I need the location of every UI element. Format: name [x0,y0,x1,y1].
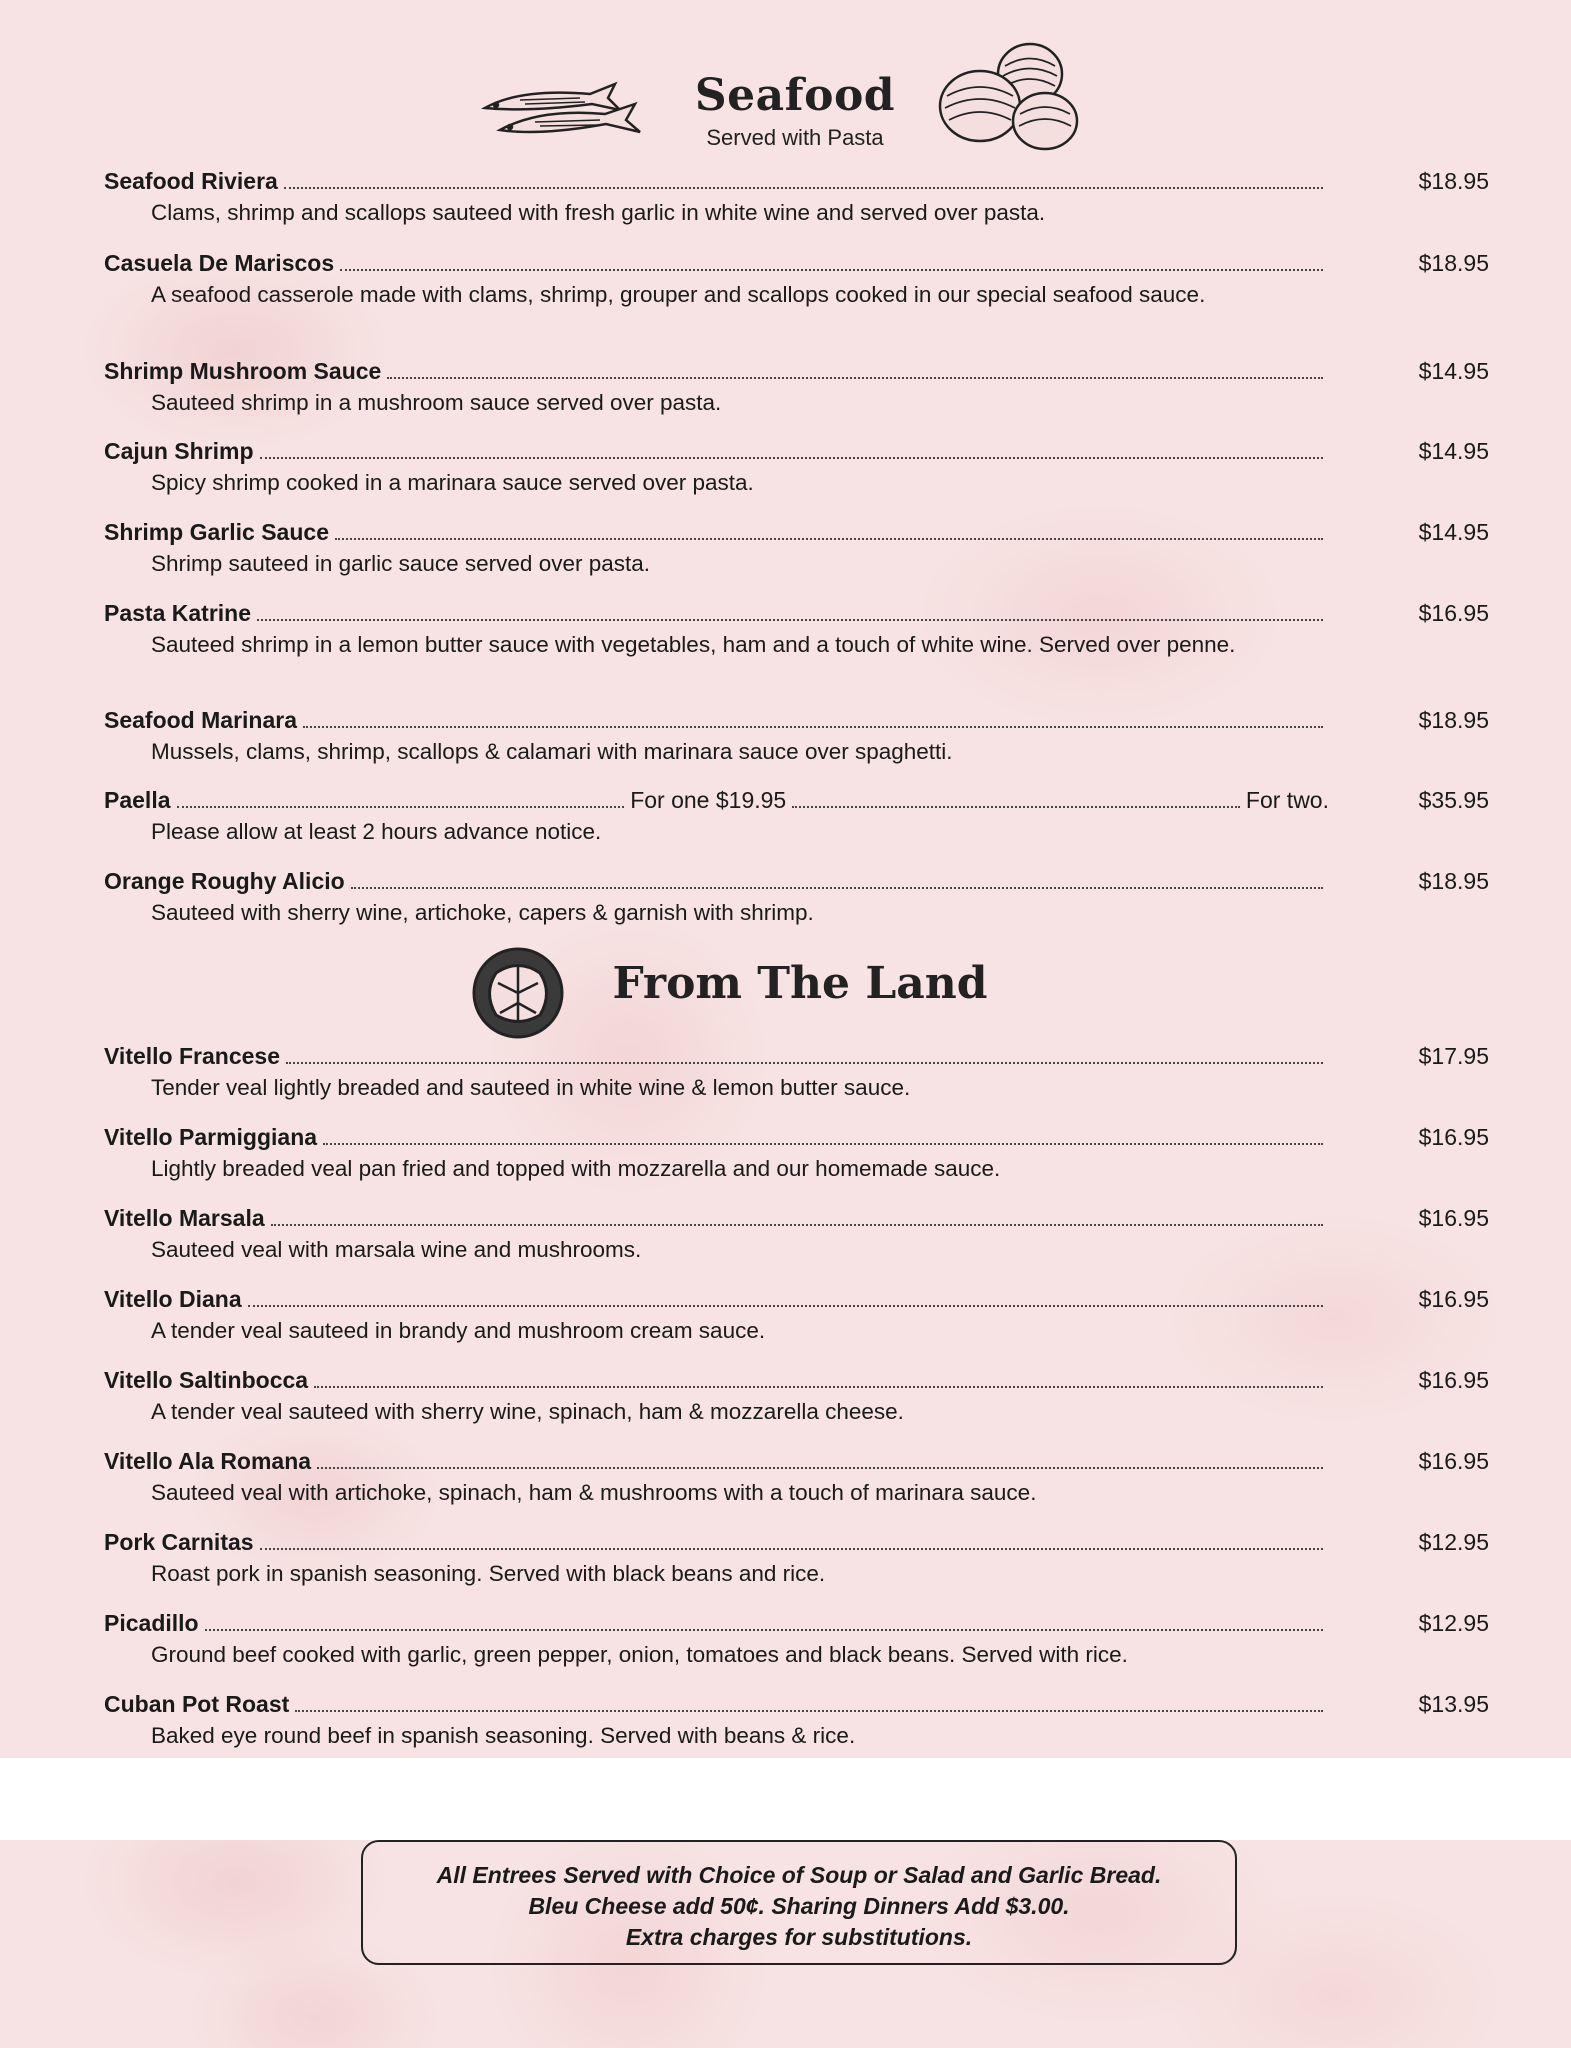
menu-item-name: Paella [104,787,171,813]
menu-item-line [104,250,1489,277]
menu-item-name: Seafood Riviera [104,168,278,194]
menu-item-price: $12.95 [1418,1610,1489,1636]
menu-item-line [104,519,1489,546]
menu-item-name: Vitello Diana [104,1286,242,1312]
dot-leader [792,806,1240,808]
menu-item-name: Cajun Shrimp [104,438,254,464]
menu-item-description: Shrimp sauteed in garlic sauce served over pasta. [151,551,651,576]
menu-item-description: Sauteed veal with artichoke, spinach, ham & mushrooms with a touch of marinara sauce. [151,1480,1037,1505]
menu-item-price: $18.95 [1418,868,1489,894]
dot-leader [295,1710,1323,1712]
menu-item-name: Pork Carnitas [104,1529,254,1555]
menu-item [104,600,1489,660]
menu-item-name: Shrimp Garlic Sauce [104,519,329,545]
note-line-2: Bleu Cheese add 50¢. Sharing Dinners Add $3.00. [528,1893,1070,1919]
entree-note-box [361,1840,1237,1965]
dot-leader [340,269,1323,271]
dot-leader [205,1629,1323,1631]
menu-item-name: Vitello Francese [104,1043,280,1069]
menu-item-description: Sauteed veal with marsala wine and mushrooms. [151,1237,642,1262]
menu-item-name: Casuela De Mariscos [104,250,335,276]
menu-item-description: Spicy shrimp cooked in a marinara sauce served over pasta. [151,470,754,495]
note-line-3: Extra charges for substitutions. [625,1924,973,1950]
menu-item [104,1124,1489,1184]
steak-icon [468,943,568,1043]
fish-icon [480,80,650,145]
menu-item-price: $14.95 [1418,358,1489,384]
menu-item [104,358,1489,418]
dot-leader [260,1548,1323,1550]
seafood-header [640,70,950,151]
menu-item-line [104,438,1489,465]
dot-leader [335,538,1323,540]
menu-item [104,1043,1489,1103]
menu-item-description: Mussels, clams, shrimp, scallops & calamari with marinara sauce over spaghetti. [151,739,953,764]
menu-item-price: $12.95 [1418,1529,1489,1555]
land-title: From The Land [612,958,988,1009]
menu-item [104,1610,1489,1670]
menu-item [104,1529,1489,1589]
menu-item-price: $16.95 [1418,1367,1489,1393]
menu-item-name: Vitello Marsala [104,1205,265,1231]
dot-leader [271,1224,1323,1226]
menu-item-description: Sauteed shrimp in a lemon butter sauce with vegetables, ham and a touch of white wine. Served over penne. [151,632,1236,657]
menu-item [104,1367,1489,1427]
menu-item-line [104,1448,1489,1475]
menu-item-price: $16.95 [1418,1286,1489,1312]
menu-item-name: Seafood Marinara [104,707,297,733]
land-header [600,958,1000,1009]
menu-item [104,787,1489,847]
menu-item-name: Picadillo [104,1610,199,1636]
dot-leader [284,187,1323,189]
menu-item-option-one: For one $19.95 [630,787,787,813]
menu-item-line [104,1367,1489,1394]
menu-item-price: $17.95 [1418,1043,1489,1069]
menu-item-line [104,1529,1489,1556]
menu-item-description: Sauteed with sherry wine, artichoke, capers & garnish with shrimp. [151,900,814,925]
dot-leader [248,1305,1323,1307]
menu-item-price: $35.95 [1418,787,1489,813]
menu-item-price: $13.95 [1418,1691,1489,1717]
menu-item-line [104,707,1489,734]
menu-item-price: $14.95 [1418,438,1489,464]
dot-leader [303,726,1323,728]
dot-leader [387,377,1323,379]
menu-item-price: $16.95 [1418,1124,1489,1150]
dot-leader [323,1143,1323,1145]
menu-item-line [104,1205,1489,1232]
dot-leader [351,887,1323,889]
menu-item-line [104,358,1489,385]
menu-item-name: Vitello Saltinbocca [104,1367,309,1393]
menu-item-name: Cuban Pot Roast [104,1691,290,1717]
menu-item [104,519,1489,579]
seafood-title: Seafood [694,70,896,121]
menu-item-name: Shrimp Mushroom Sauce [104,358,382,384]
menu-item-price: $16.95 [1418,600,1489,626]
menu-item-line [104,868,1489,895]
menu-item [104,168,1489,228]
menu-item-option-two: For two. [1245,787,1329,813]
menu-item [104,707,1489,767]
dot-leader [286,1062,1323,1064]
menu-item-line [104,1286,1489,1313]
menu-item-description: Roast pork in spanish seasoning. Served with black beans and rice. [151,1561,826,1586]
menu-item-price: $18.95 [1418,250,1489,276]
menu-item-line [104,600,1489,627]
menu-item-line [104,1691,1489,1718]
menu-item-line [104,168,1489,195]
menu-item [104,1286,1489,1346]
menu-item-price: $18.95 [1418,707,1489,733]
menu-item-name: Pasta Katrine [104,600,252,626]
menu-item [104,1691,1489,1751]
menu-item-line [104,1124,1489,1151]
menu-item-price: $14.95 [1418,519,1489,545]
dot-leader [257,619,1323,621]
menu-item-line [104,787,1489,814]
menu-item-price: $18.95 [1418,168,1489,194]
dot-leader [314,1386,1323,1388]
dot-leader [317,1467,1323,1469]
menu-item [104,1205,1489,1265]
menu-item-description: Please allow at least 2 hours advance notice. [151,819,602,844]
menu-item-description: Clams, shrimp and scallops sauteed with fresh garlic in white wine and served over pasta. [151,200,1046,225]
dot-leader [177,806,625,808]
menu-item-description: Lightly breaded veal pan fried and topped with mozzarella and our homemade sauce. [151,1156,1001,1181]
menu-item-description: A tender veal sauteed in brandy and mushroom cream sauce. [151,1318,766,1343]
clams-icon [935,36,1085,161]
menu-item [104,868,1489,928]
menu-item [104,1448,1489,1508]
menu-item-name: Orange Roughy Alicio [104,868,345,894]
menu-item-price: $16.95 [1418,1448,1489,1474]
menu-item-description: A seafood casserole made with clams, shrimp, grouper and scallops cooked in our special seafood sauce. [151,282,1206,307]
menu-item-line [104,1043,1489,1070]
menu-item-description: Baked eye round beef in spanish seasoning. Served with beans & rice. [151,1723,856,1748]
menu-item-name: Vitello Parmiggiana [104,1124,318,1150]
menu-item-description: Ground beef cooked with garlic, green pepper, onion, tomatoes and black beans. Served with rice. [151,1642,1128,1667]
seafood-subtitle: Served with Pasta [706,125,884,150]
menu-item [104,250,1489,310]
menu-item [104,438,1489,498]
menu-item-description: A tender veal sauteed with sherry wine, spinach, ham & mozzarella cheese. [151,1399,904,1424]
menu-item-price: $16.95 [1418,1205,1489,1231]
menu-item-name: Vitello Ala Romana [104,1448,312,1474]
menu-item-description: Tender veal lightly breaded and sauteed in white wine & lemon butter sauce. [151,1075,911,1100]
menu-item-line [104,1610,1489,1637]
dot-leader [260,457,1323,459]
menu-item-description: Sauteed shrimp in a mushroom sauce served over pasta. [151,390,722,415]
note-line-1: All Entrees Served with Choice of Soup or Salad and Garlic Bread. [436,1862,1162,1888]
